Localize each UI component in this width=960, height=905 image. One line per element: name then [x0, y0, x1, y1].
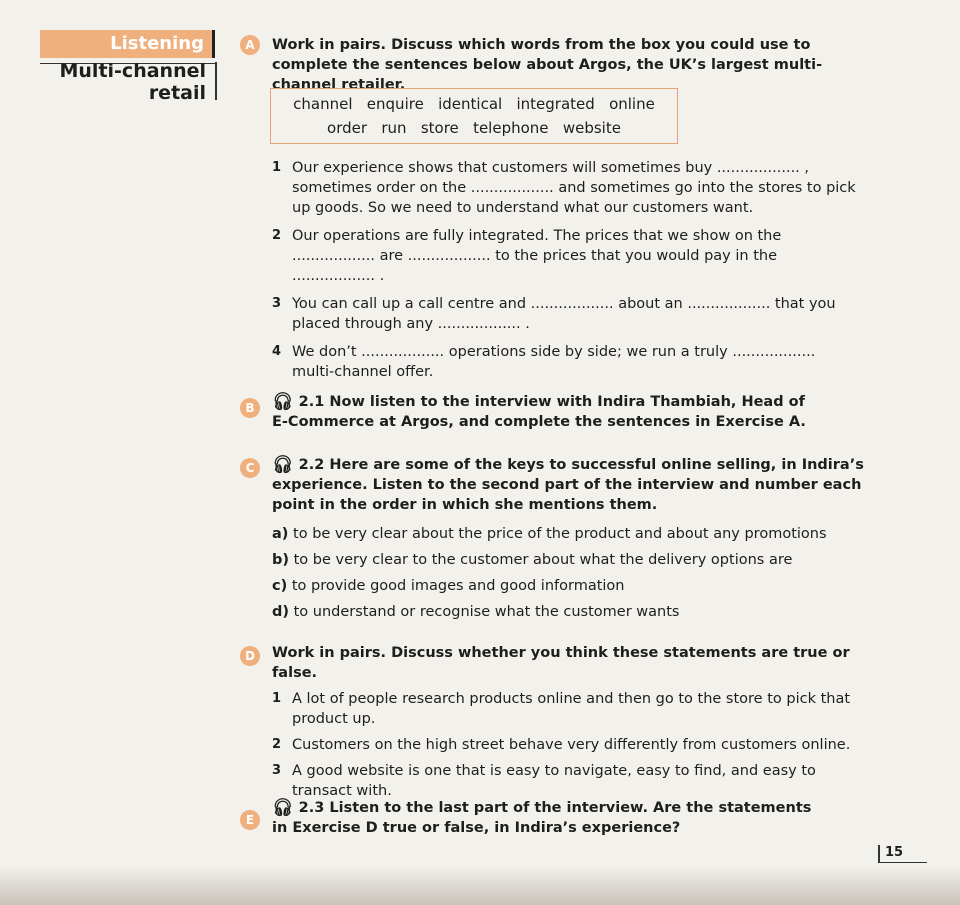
page-number: 15 — [878, 845, 927, 863]
item-text: A lot of people research products online and then go to the store to pick that product up. — [292, 691, 851, 727]
item-letter: c) — [272, 578, 288, 594]
list-item — [272, 689, 877, 729]
list-item — [272, 573, 872, 599]
word-box-line: channel enquire identical integrated online — [293, 95, 655, 113]
item-text: to be very clear to the customer about what the delivery options are — [293, 552, 793, 568]
item-letter: a) — [272, 526, 289, 542]
list-item — [272, 599, 872, 625]
item-text: Our operations are fully integrated. The prices that we show on the .................. are .................. to the prices that you would pay in the .................. . — [292, 228, 782, 284]
item-text: Our experience shows that customers will sometimes buy .................. , sometimes order on the .................. and sometimes go into the stores to pick up goods. So we need to understand what our customers want. — [292, 160, 856, 216]
item-number: 3 — [272, 763, 282, 778]
item-text: to provide good images and good information — [291, 578, 625, 594]
list-item — [272, 158, 857, 218]
item-text: to be very clear about the price of the product and about any promotions — [293, 526, 827, 542]
list-item — [272, 547, 872, 573]
item-number: 2 — [272, 228, 282, 243]
instruction-text: 2.1 Now listen to the interview with Indira Thambiah, Head of E-Commerce at Argos, and complete the sentences in Exercise A. — [272, 394, 806, 430]
exercise-e-instruction — [272, 798, 812, 838]
exercise-d-instruction: Work in pairs. Discuss whether you think these statements are true or false. — [272, 645, 850, 681]
section-tab-listening: Listening — [40, 30, 215, 58]
item-number: 1 — [272, 691, 282, 706]
exercise-badge-e: E — [240, 810, 260, 830]
exercise-a-instruction: Work in pairs. Discuss which words from the box you could use to complete the sentences below about Argos, the UK’s largest multi-channel retailer. — [272, 37, 823, 93]
headphones-icon: 🎧︎ — [272, 392, 294, 412]
item-number: 3 — [272, 296, 282, 311]
list-item — [272, 226, 857, 286]
item-letter: b) — [272, 552, 290, 568]
exercise-b-instruction — [272, 392, 812, 432]
exercise-badge-d: D — [240, 646, 260, 666]
exercise-d — [272, 643, 877, 801]
item-text: Customers on the high street behave very differently from customers online. — [292, 737, 851, 753]
item-number: 4 — [272, 344, 282, 359]
item-text: We don’t .................. operations side by side; we run a truly .................. multi-channel offer. — [292, 344, 816, 380]
title-line: Multi-channel — [59, 60, 206, 82]
list-item — [272, 761, 877, 801]
item-number: 1 — [272, 160, 282, 175]
exercise-a-items — [272, 155, 857, 382]
word-box-line: order run store telephone website — [327, 119, 621, 137]
list-item — [272, 294, 857, 334]
headphones-icon: 🎧︎ — [272, 798, 294, 818]
item-text: A good website is one that is easy to navigate, easy to find, and easy to transact with. — [292, 763, 816, 799]
exercise-badge-c: C — [240, 458, 260, 478]
item-text: to understand or recognise what the customer wants — [293, 604, 680, 620]
exercise-badge-a: A — [240, 35, 260, 55]
exercise-c — [272, 455, 872, 625]
list-item — [272, 735, 877, 755]
item-number: 2 — [272, 737, 282, 752]
divider — [215, 62, 217, 100]
instruction-text: 2.3 Listen to the last part of the interview. Are the statements in Exercise D true or false, in Indira’s experience? — [272, 800, 812, 836]
item-text: You can call up a call centre and .................. about an .................. that you placed through any .................. . — [292, 296, 836, 332]
exercise-badge-b: B — [240, 398, 260, 418]
instruction-text: 2.2 Here are some of the keys to successful online selling, in Indira’s experience. Listen to the second part of the interview and number each point in the order in which she mentions them. — [272, 457, 864, 513]
page-edge-shadow — [0, 865, 960, 905]
list-item — [272, 521, 872, 547]
unit-title — [40, 60, 206, 104]
word-box — [270, 88, 678, 144]
headphones-icon: 🎧︎ — [272, 455, 294, 475]
title-line: retail — [148, 82, 206, 104]
item-letter: d) — [272, 604, 290, 620]
list-item — [272, 342, 857, 382]
exercise-c-instruction — [272, 455, 872, 515]
